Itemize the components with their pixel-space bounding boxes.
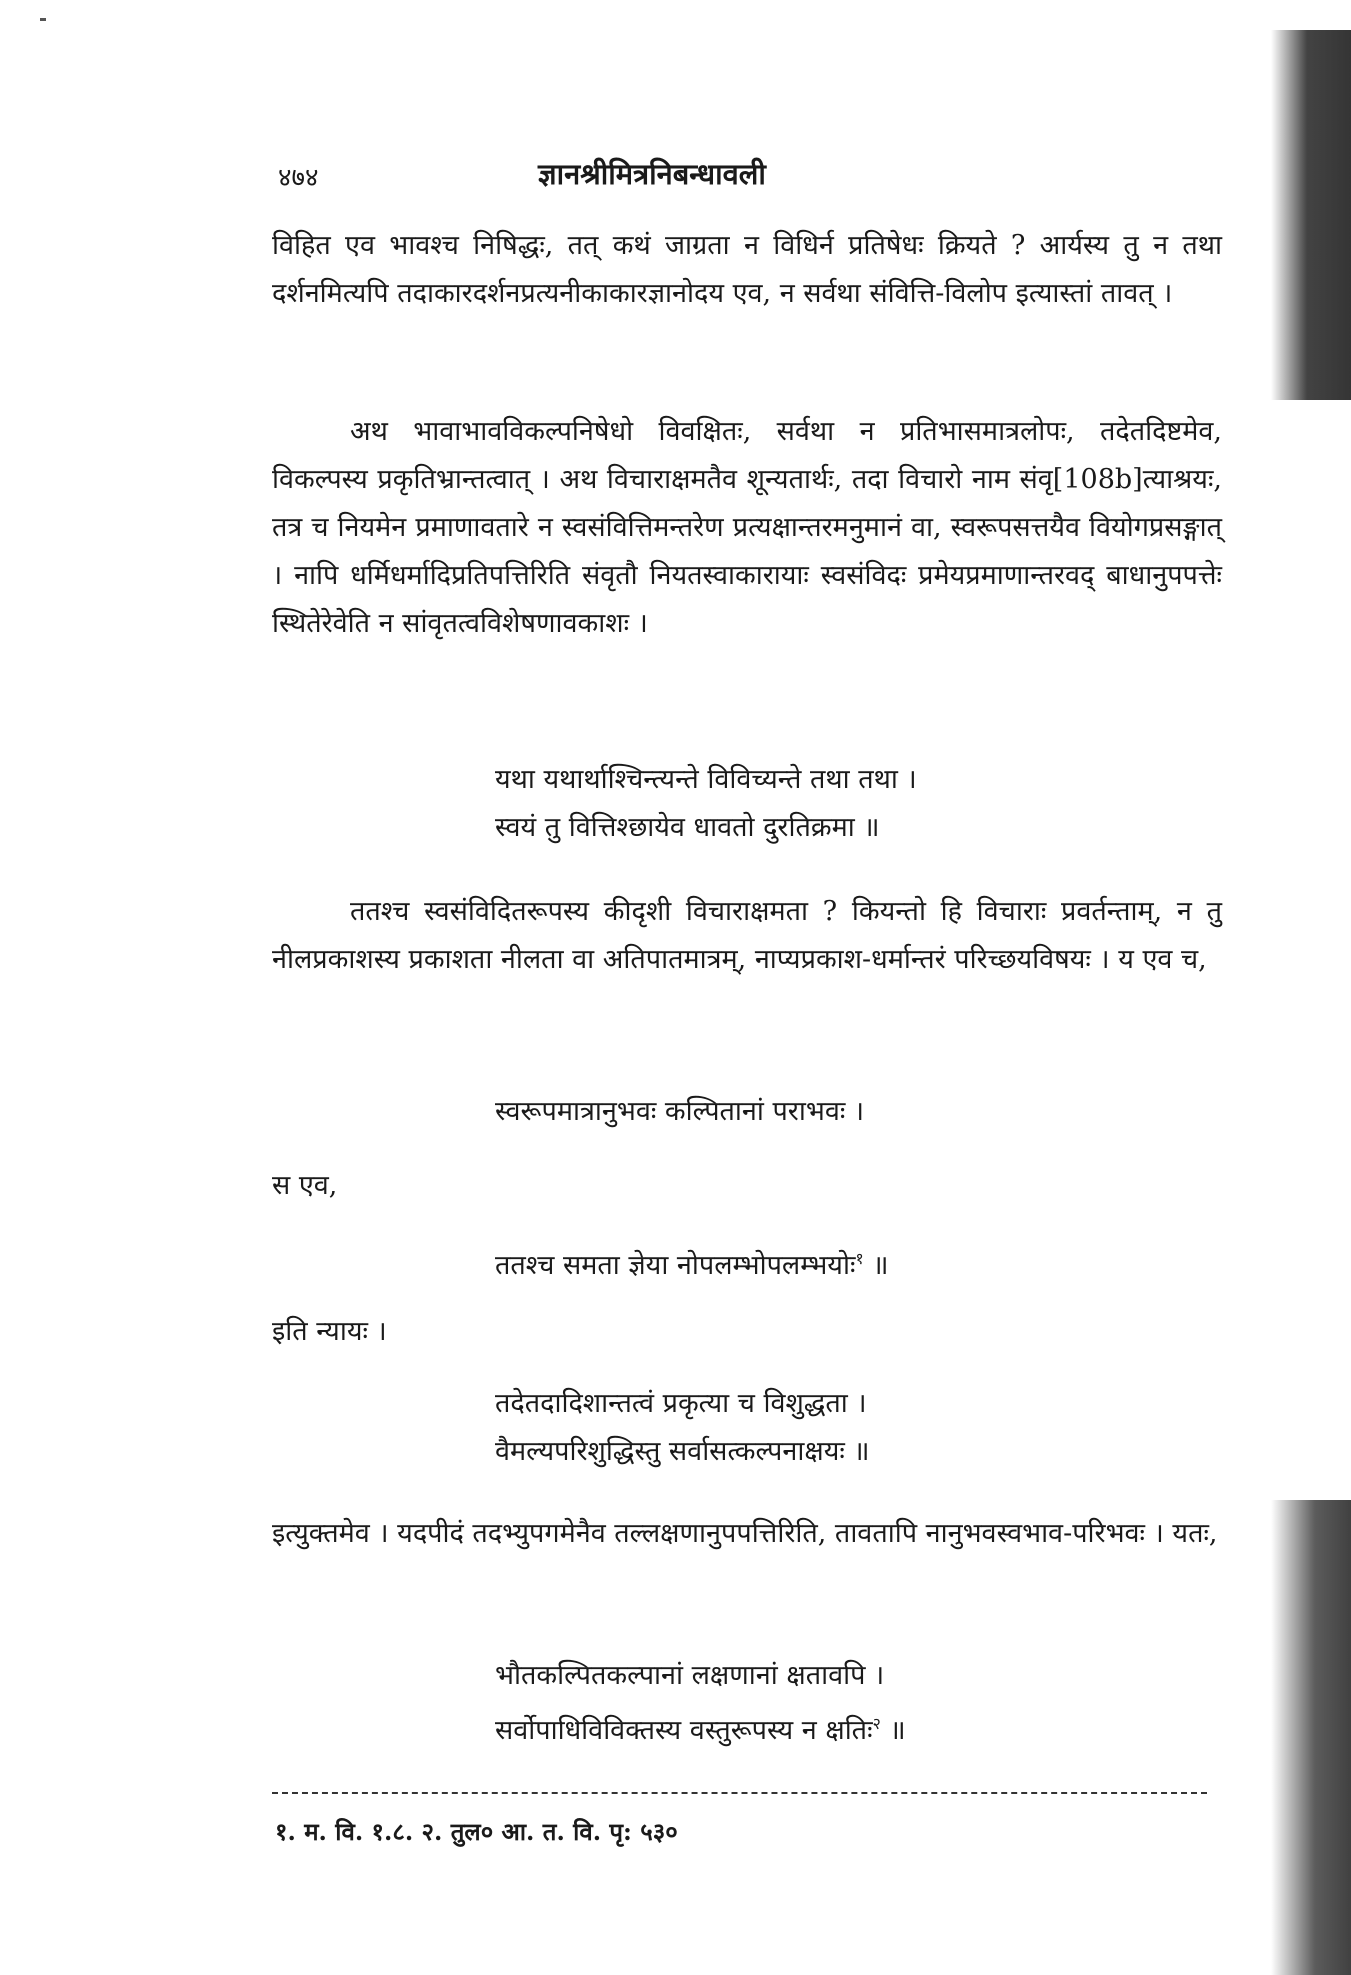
footnote: १. म. वि. १.८. २. तुल० आ. त. वि. पृ: ५३० (275, 1817, 678, 1846)
verse-2: स्वरूपमात्रानुभवः कल्पितानां पराभवः । (495, 1096, 865, 1127)
verse-4-line-1: तदेतदादिशान्तत्वं प्रकृत्या च विशुद्धता । (495, 1388, 867, 1419)
scan-edge-shadow-bottom (1271, 1500, 1351, 1975)
scan-speck (40, 18, 46, 21)
paragraph-2: अथ भावाभावविकल्पनिषेधो विवक्षितः, सर्वथा न प्रतिभासमात्रलोपः, तदेतदिष्टमेव, विकल्पस्य प्रकृतिभ्रान्तत्वात् । अथ विचाराक्षमतैव शून्यतार्थः, तदा विचारो नाम संवृ[108b]त्याश्रयः, तत्र च नियमेन प्रमाणावतारे न स्वसंवित्तिमन्तरेण प्रत्यक्षान्तरमनुमानं वा, स्वरूपसत्तयैव वियोगप्रसङ्गात् । नापि धर्मिधर्मादिप्रतिपत्तिरिति संवृतौ नियतस्वाकारायाः स्वसंविदः प्रमेयप्रमाणान्तरवद् बाधानुपपत्तेः स्थितेरेवेति न सांवृतत्वविशेषणावकाशः । (272, 416, 1222, 639)
sa-eva-line: स एव, (272, 1170, 338, 1201)
scan-edge-shadow-top (1271, 30, 1351, 400)
footnote-divider (272, 1792, 1207, 1794)
page-header (278, 158, 1178, 198)
page-number: ४७४ (278, 163, 319, 193)
verse-3-end: ॥ (863, 1250, 889, 1281)
verse-5-line-2 (495, 1700, 906, 1755)
verse-1-line-1: यथा यथार्थाश्चिन्त्यन्ते विविच्यन्ते तथा तथा । (495, 764, 917, 795)
verse-1-line-2: स्वयं तु वित्तिश्छायेव धावतो दुरतिक्रमा ॥ (495, 812, 880, 843)
footnote-mark-2: २ (872, 1714, 881, 1733)
verse-5-line-2-text: सर्वोपाधिविविक्तस्य वस्तुरूपस्य न क्षतिः (495, 1715, 873, 1746)
iti-nyaya-line: इति न्यायः । (272, 1316, 387, 1347)
paragraph-4: इत्युक्तमेव । यदपीदं तदभ्युपगमेनैव तल्लक्षणानुपपत्तिरिति, तावतापि नानुभवस्वभाव-परिभवः । यतः, (272, 1518, 1218, 1549)
running-title: ज्ञानश्रीमित्रनिबन्धावली (538, 157, 766, 191)
verse-4-line-2: वैमल्यपरिशुद्धिस्तु सर्वासत्कल्पनाक्षयः ॥ (495, 1436, 870, 1467)
paragraph-3: ततश्च स्वसंविदितरूपस्य कीदृशी विचाराक्षमता ? कियन्तो हि विचाराः प्रवर्तन्ताम्, न तु नीलप्रकाशस्य प्रकाशता नीलता वा अतिपातमात्रम्, नाप्यप्रकाश-धर्मान्तरं परिच्छयविषयः । य एव च, (272, 896, 1222, 975)
footnote-mark-1: १ (855, 1249, 864, 1268)
verse-5-line-2-end: ॥ (880, 1715, 906, 1746)
verse-3-text: ततश्च समता ज्ञेया नोपलम्भोपलम्भयोः (495, 1250, 856, 1281)
verse-3 (495, 1235, 889, 1290)
verse-5-line-1: भौतकल्पितकल्पानां लक्षणानां क्षतावपि । (495, 1660, 885, 1691)
paragraph-1: विहित एव भावश्च निषिद्धः, तत् कथं जाग्रता न विधिर्न प्रतिषेधः क्रियते ? आर्यस्य तु न तथा दर्शनमित्यपि तदाकारदर्शनप्रत्यनीकाकारज्ञानोदय एव, न सर्वथा संवित्ति-विलोप इत्यास्तां तावत् । (272, 230, 1222, 309)
